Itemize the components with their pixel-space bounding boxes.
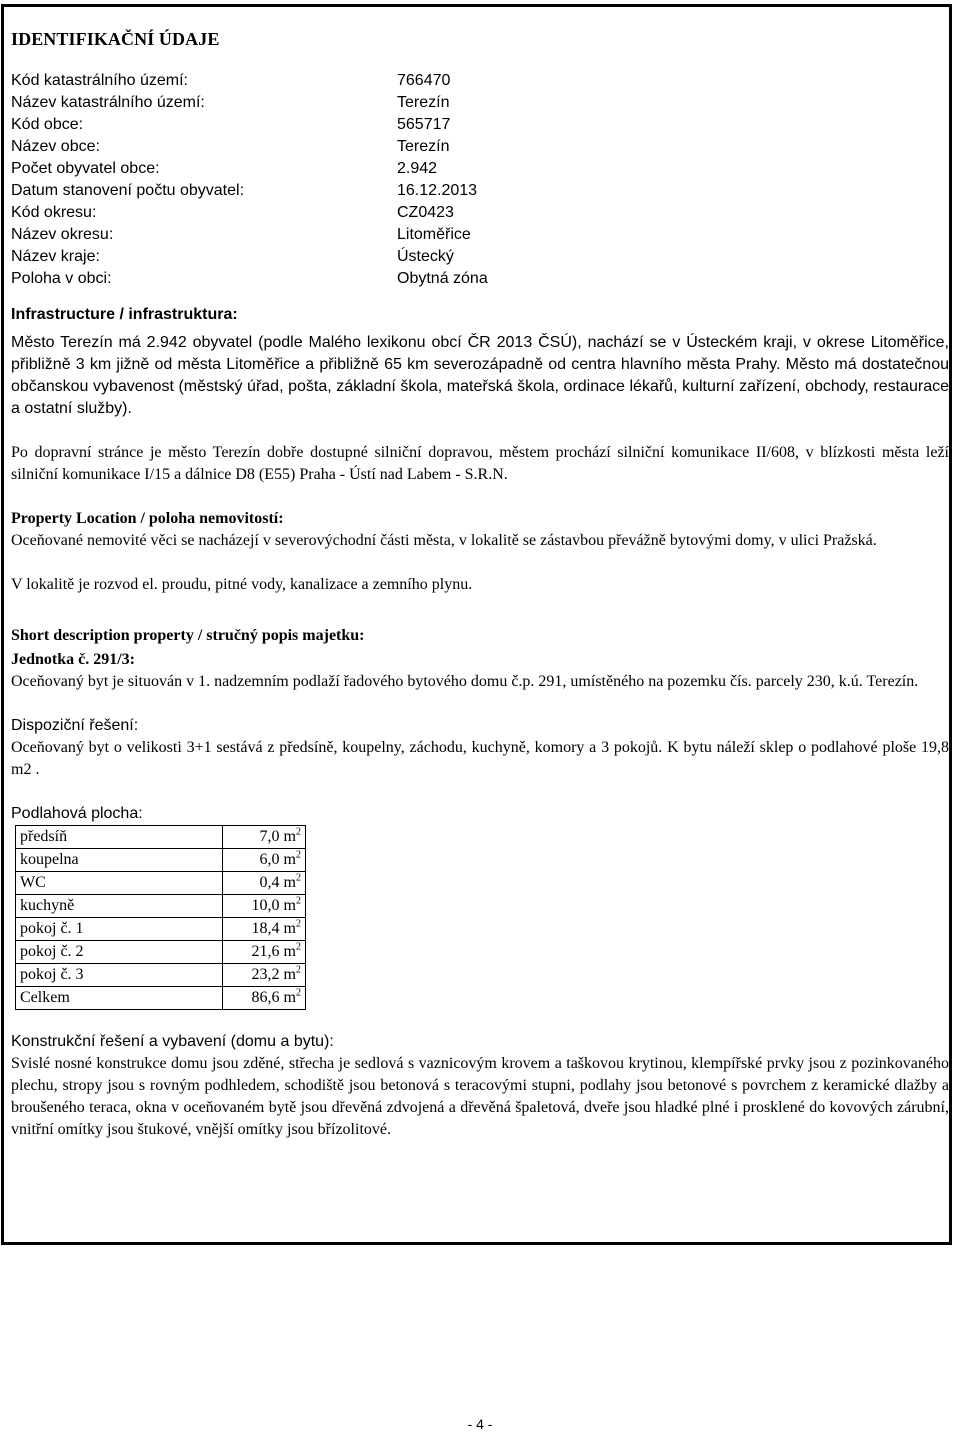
area-name: koupelna [16,849,223,872]
ident-row [11,268,949,290]
construction-heading: Konstrukční řešení a vybavení (domu a bytu): [11,1033,334,1050]
table-row [16,964,306,987]
page-title: IDENTIFIKAČNÍ ÚDAJE [11,29,220,49]
table-row [16,895,306,918]
ident-row [11,224,949,246]
ident-key: Název katastrálního území: [11,94,205,111]
layout-text: Oceňovaný byt o velikosti 3+1 sestává z předsíně, koupelny, záchodu, kuchyně, komory a 3 pokojů. K bytu náleží sklep o podlahové ploše 19,8 m2 . [11,739,949,778]
ident-key: Název okresu: [11,226,114,243]
area-value: 7,0 $m^2$ [223,826,306,849]
transport-text: Po dopravní stránce je město Terezín dobře dostupné silniční dopravou, městem prochází silniční komunikace II/608, v blízkosti města leží silniční komunikace I/15 a dálnice D8 (E55) Praha - Ústí nad Labem - S.R.N. [11,444,949,483]
area-value: 23,2 $m^2$ [223,964,306,987]
infrastructure-heading: Infrastructure / infrastruktura: [11,306,238,323]
construction-text: Svislé nosné konstrukce domu jsou zděné, střecha je sedlová s vaznicovým krovem a taškovou krytinou, klempířské prvky jsou z pozinkovaného plechu, stropy jsou s rovným podhledem, schodiště jsou betonová s teracovými stupni, podlahy jsou betonové s povrchem z keramické dlažby a broušeného teraca, okna v oceňovaném bytě jsou dřevěná zdvojená a dřevěná špaletová, dveře jsou hladké plné i prosklené do kovových zárubní, vnitřní omítky jsou štukové, vnější omítky jsou břízolitové. [11,1055,949,1138]
ident-value: Terezín [397,94,450,111]
ident-key: Kód obce: [11,116,84,133]
page-number: - 4 - [467,1416,493,1432]
area-value: 86,6 $m^2$ [223,987,306,1010]
layout-heading: Dispoziční řešení: [11,717,139,734]
table-row [16,849,306,872]
ident-value: 2.942 [397,160,438,177]
ident-key: Datum stanovení počtu obyvatel: [11,182,245,199]
area-value: 0,4 $m^2$ [223,872,306,895]
ident-value: Ústecký [397,248,454,265]
ident-row [11,180,949,202]
ident-key: Kód katastrálního území: [11,72,188,89]
ident-value: 766470 [397,72,451,89]
document-frame [1,4,952,1245]
location-heading: Property Location / poloha nemovitostí: [11,510,284,527]
ident-key: Název obce: [11,138,100,155]
ident-key: Počet obyvatel obce: [11,160,160,177]
table-row [16,941,306,964]
ident-value: 565717 [397,116,451,133]
ident-value: CZ0423 [397,204,454,221]
area-name: pokoj č. 3 [16,964,223,987]
area-name: pokoj č. 2 [16,941,223,964]
ident-key: Název kraje: [11,248,100,265]
ident-row [11,202,949,224]
table-row [16,826,306,849]
ident-value: Litoměřice [397,226,471,243]
ident-row [11,246,949,268]
ident-key: Kód okresu: [11,204,97,221]
area-heading: Podlahová plocha: [11,805,143,822]
ident-row [11,92,949,114]
description-heading: Short description property / stručný popis majetku: [11,627,365,644]
ident-row [11,70,949,92]
ident-row [11,136,949,158]
ident-value: Terezín [397,138,450,155]
unit-text: Oceňovaný byt je situován v 1. nadzemním podlaží řadového bytového domu č.p. 291, umístěného na pozemku čís. parcely 230, k.ú. Terezín. [11,673,919,690]
area-value: 21,6 $m^2$ [223,941,306,964]
area-table [15,825,306,1010]
area-name: WC [16,872,223,895]
document-content [11,29,949,1141]
area-value: 6,0 $m^2$ [223,849,306,872]
ident-row [11,158,949,180]
table-row [16,872,306,895]
ident-row [11,114,949,136]
ident-list [11,70,949,290]
unit-heading: Jednotka č. 291/3: [11,651,135,668]
location-text: Oceňované nemovité věci se nacházejí v severovýchodní části města, v lokalitě se zástavbou převážně bytovými domy, v ulici Pražská. [11,532,877,549]
area-value: 10,0 $m^2$ [223,895,306,918]
utilities-text: V lokalitě je rozvod el. proudu, pitné vody, kanalizace a zemního plynu. [11,576,473,593]
area-value: 18,4 $m^2$ [223,918,306,941]
area-name: pokoj č. 1 [16,918,223,941]
area-name: předsíň [16,826,223,849]
infrastructure-text: Město Terezín má 2.942 obyvatel (podle Malého lexikonu obcí ČR 2013 ČSÚ), nachází se v Ústeckém kraji, v okrese Litoměřice, přibližně 3 km jižně od města Litoměřice a přibližně 65 km severozápadně od centra hlavního města Prahy. Město má dostatečnou občanskou vybavenost (městský úřad, pošta, základní škola, mateřská škola, ordinace lékařů, kulturní zařízení, obchody, restaurace a ostatní služby). [11,334,949,417]
area-name: kuchyně [16,895,223,918]
area-name: Celkem [16,987,223,1010]
table-row [16,918,306,941]
ident-key: Poloha v obci: [11,270,112,287]
table-row [16,987,306,1010]
ident-value: 16.12.2013 [397,182,478,199]
ident-value: Obytná zóna [397,270,488,287]
